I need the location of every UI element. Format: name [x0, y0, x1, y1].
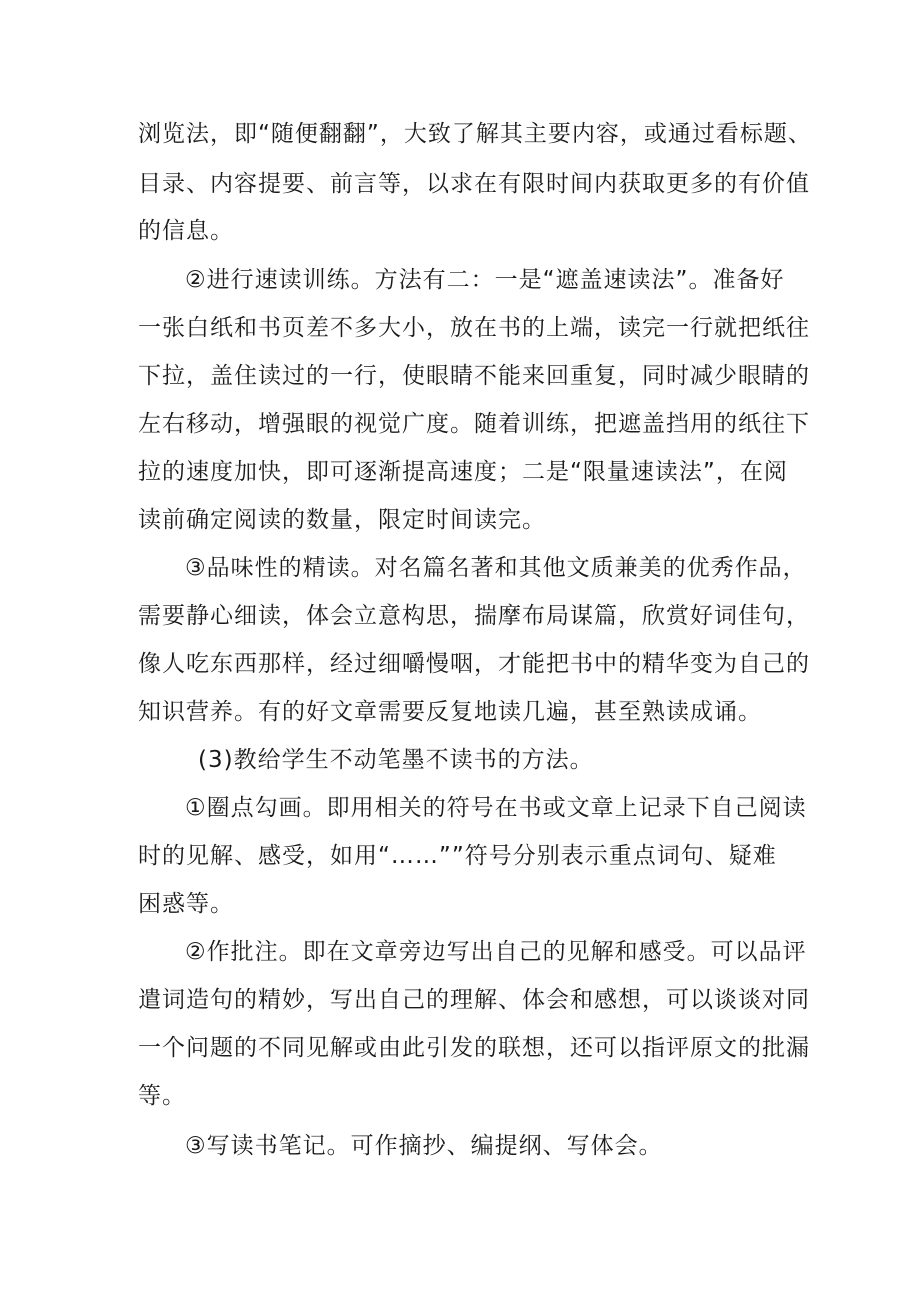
text-line: 等。	[138, 1083, 186, 1109]
text-line: 下拉，盖住读过的一行，使眼睛不能来回重复，同时减少眼睛的	[138, 363, 810, 389]
paragraph-start-line: ①圈点勾画。即用相关的符号在书或文章上记录下自己阅读	[185, 795, 807, 821]
paragraph-start-line: ③品味性的精读。对名篇名著和其他文质兼美的优秀作品，	[185, 555, 807, 581]
text-line: 浏览法，即“随便翻翻”，大致了解其主要内容，或通过看标题、	[138, 121, 812, 147]
text-line: 时的见解、感受，如用“……””符号分别表示重点词句、疑难	[138, 843, 777, 869]
text-line: 目录、内容提要、前言等，以求在有限时间内获取更多的有价值	[138, 171, 810, 197]
text-line: 拉的速度加快，即可逐渐提高速度；二是“限量速读法”，在阅	[138, 459, 788, 485]
text-line: 一个问题的不同见解或由此引发的联想，还可以指评原文的批漏	[138, 1035, 810, 1061]
paragraph-start-line: ②进行速读训练。方法有二：一是“遮盖速读法”。准备好	[185, 267, 785, 293]
text-line: 困惑等。	[138, 891, 234, 917]
text-line: 的信息。	[138, 218, 234, 244]
paragraph-start-line: ②作批注。即在文章旁边写出自己的见解和感受。可以品评	[185, 939, 807, 965]
section-heading: (3)教给学生不动笔墨不读书的方法。	[198, 747, 594, 773]
text-line: 知识营养。有的好文章需要反复地读几遍，甚至熟读成诵。	[138, 699, 762, 725]
text-line: 遣词造句的精妙，写出自己的理解、体会和感想，可以谈谈对同	[138, 987, 810, 1013]
text-line: 一张白纸和书页差不多大小，放在书的上端，读完一行就把纸往	[138, 315, 810, 341]
text-line: 读前确定阅读的数量，限定时间读完。	[138, 507, 546, 533]
paragraph-start-line: ③写读书笔记。可作摘抄、编提纲、写体会。	[185, 1133, 663, 1159]
text-line: 需要静心细读，体会立意构思，揣摩布局谋篇，欣赏好词佳句，	[138, 603, 810, 629]
text-line: 像人吃东西那样，经过细嚼慢咽，才能把书中的精华变为自己的	[138, 651, 810, 677]
text-line: 左右移动，增强眼的视觉广度。随着训练，把遮盖挡用的纸往下	[138, 411, 810, 437]
